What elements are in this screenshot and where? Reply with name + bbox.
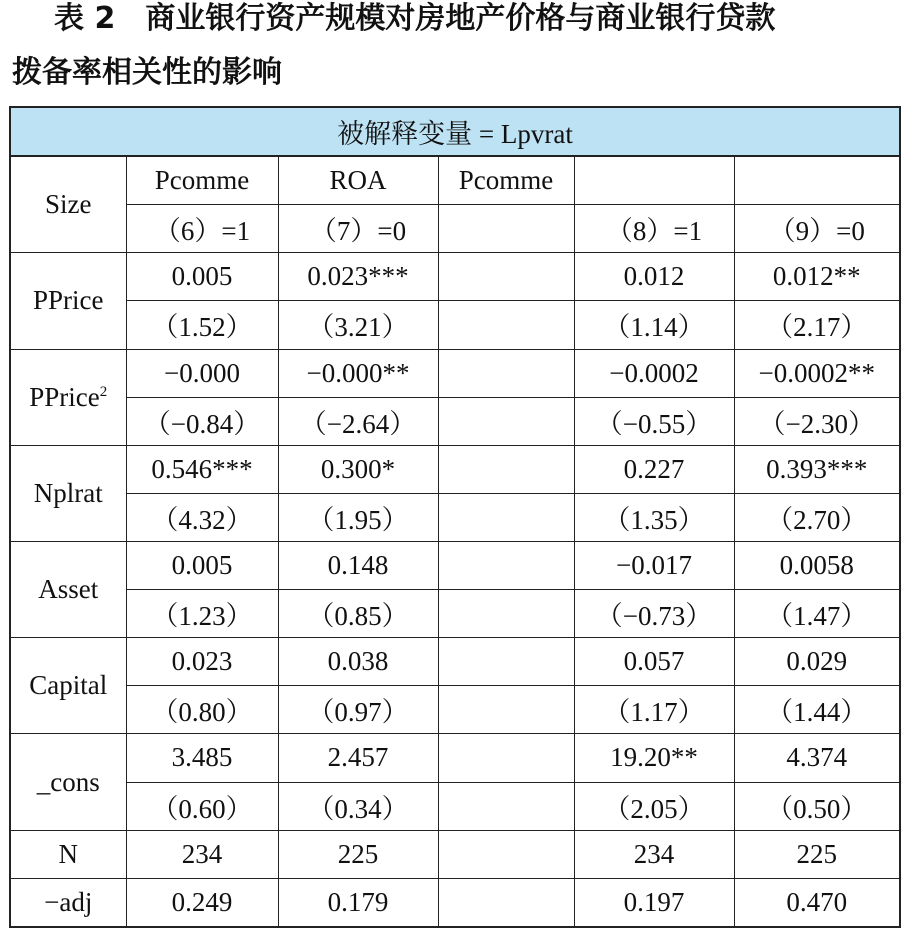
variable-label [10, 734, 126, 830]
coefficient-cell: 4.374 [734, 734, 900, 782]
value-cell: 234 [126, 830, 278, 878]
coefficient-cell: −0.000** [278, 349, 438, 397]
table-row [10, 686, 900, 734]
t-statistic-cell: （1.47） [734, 590, 900, 638]
model-label: （7）=0 [278, 205, 438, 253]
t-statistic-cell: （1.52） [126, 301, 278, 349]
table-row [10, 301, 900, 349]
t-statistic-cell: （2.17） [734, 301, 900, 349]
group-header [734, 156, 900, 205]
value-cell: 0.179 [278, 878, 438, 927]
coefficient-cell [438, 638, 574, 686]
adjusted-r2-row [10, 878, 900, 927]
t-statistic-cell: （2.05） [574, 782, 734, 830]
coefficient-cell [438, 734, 574, 782]
table-row [10, 445, 900, 493]
coefficient-cell: −0.017 [574, 541, 734, 589]
coefficient-cell: 0.005 [126, 541, 278, 589]
group-header: ROA [278, 156, 438, 205]
variable-name: PPrice [29, 381, 100, 412]
coefficient-cell: −0.0002** [734, 349, 900, 397]
t-statistic-cell: （0.97） [278, 686, 438, 734]
coefficient-cell: 3.485 [126, 734, 278, 782]
t-statistic-cell: （1.35） [574, 493, 734, 541]
coefficient-cell: 0.057 [574, 638, 734, 686]
t-statistic-cell [438, 590, 574, 638]
table-row [10, 734, 900, 782]
t-statistic-cell: （2.70） [734, 493, 900, 541]
t-statistic-cell [438, 397, 574, 445]
value-cell: 0.197 [574, 878, 734, 927]
value-cell [438, 830, 574, 878]
coefficient-cell: 0.023 [126, 638, 278, 686]
t-statistic-cell: （0.34） [278, 782, 438, 830]
coefficient-cell [438, 541, 574, 589]
coefficient-cell [438, 253, 574, 301]
dependent-variable-header: 被解释变量 = Lpvrat [10, 107, 900, 156]
t-statistic-cell: （−0.84） [126, 397, 278, 445]
table-row [10, 397, 900, 445]
variable-name: PPrice [33, 285, 104, 316]
table-row [10, 782, 900, 830]
value-cell: 225 [278, 830, 438, 878]
t-statistic-cell: （0.60） [126, 782, 278, 830]
value-cell: 0.470 [734, 878, 900, 927]
coefficient-cell: 0.546*** [126, 445, 278, 493]
variable-name: _cons [36, 766, 100, 797]
t-statistic-cell: （0.85） [278, 590, 438, 638]
t-statistic-cell: （4.32） [126, 493, 278, 541]
coefficient-cell: 0.038 [278, 638, 438, 686]
group-header [574, 156, 734, 205]
table-title-line-2: 拨备率相关性的影响 [12, 55, 282, 90]
coefficient-cell: 0.029 [734, 638, 900, 686]
t-statistic-cell: （1.14） [574, 301, 734, 349]
t-statistic-cell: （−0.55） [574, 397, 734, 445]
t-statistic-cell: （0.80） [126, 686, 278, 734]
model-label: （9）=0 [734, 205, 900, 253]
coefficient-cell: 2.457 [278, 734, 438, 782]
value-cell: 234 [574, 830, 734, 878]
coefficient-cell: 0.300* [278, 445, 438, 493]
coefficient-cell [438, 445, 574, 493]
value-cell [438, 878, 574, 927]
coefficient-cell: 19.20** [574, 734, 734, 782]
variable-name: Nplrat [33, 477, 103, 508]
table-row [10, 638, 900, 686]
coefficient-cell: 0.012** [734, 253, 900, 301]
variable-label [10, 349, 126, 445]
coefficient-cell: 0.148 [278, 541, 438, 589]
value-cell: 225 [734, 830, 900, 878]
t-statistic-cell: （1.44） [734, 686, 900, 734]
variable-superscript: 2 [99, 383, 108, 400]
t-statistic-cell: （−0.73） [574, 590, 734, 638]
t-statistic-cell [438, 493, 574, 541]
t-statistic-cell: （1.23） [126, 590, 278, 638]
group-header: Pcomme [126, 156, 278, 205]
t-statistic-cell [438, 301, 574, 349]
variable-label [10, 541, 126, 637]
variable-name: Asset [38, 574, 99, 605]
group-header: Pcomme [438, 156, 574, 205]
t-statistic-cell: （3.21） [278, 301, 438, 349]
t-statistic-cell: （1.95） [278, 493, 438, 541]
coefficient-cell: 0.023*** [278, 253, 438, 301]
t-statistic-cell [438, 782, 574, 830]
coefficient-cell: −0.000 [126, 349, 278, 397]
variable-label [10, 253, 126, 349]
coefficient-cell: −0.0002 [574, 349, 734, 397]
variable-name: Capital [29, 670, 108, 701]
observations-row [10, 830, 900, 878]
variable-label [10, 445, 126, 541]
size-label: Size [10, 156, 126, 253]
t-statistic-cell: （−2.30） [734, 397, 900, 445]
table-row [10, 253, 900, 301]
table-row [10, 590, 900, 638]
coefficient-cell: 0.227 [574, 445, 734, 493]
coefficient-cell: 0.005 [126, 253, 278, 301]
row-label: N [10, 830, 126, 878]
t-statistic-cell [438, 686, 574, 734]
row-label: −adj [10, 878, 126, 927]
coefficient-cell: 0.012 [574, 253, 734, 301]
coefficient-cell: 0.393*** [734, 445, 900, 493]
variable-label [10, 638, 126, 734]
table-row [10, 349, 900, 397]
model-label: （6）=1 [126, 205, 278, 253]
model-label [438, 205, 574, 253]
table-row [10, 541, 900, 589]
coefficient-cell: 0.0058 [734, 541, 900, 589]
value-cell: 0.249 [126, 878, 278, 927]
model-label: （8）=1 [574, 205, 734, 253]
coefficient-cell [438, 349, 574, 397]
t-statistic-cell: （−2.64） [278, 397, 438, 445]
regression-table [9, 106, 901, 928]
table-row [10, 493, 900, 541]
table-title-line-1: 表 2 商业银行资产规模对房地产价格与商业银行贷款 [54, 1, 776, 36]
t-statistic-cell: （0.50） [734, 782, 900, 830]
t-statistic-cell: （1.17） [574, 686, 734, 734]
